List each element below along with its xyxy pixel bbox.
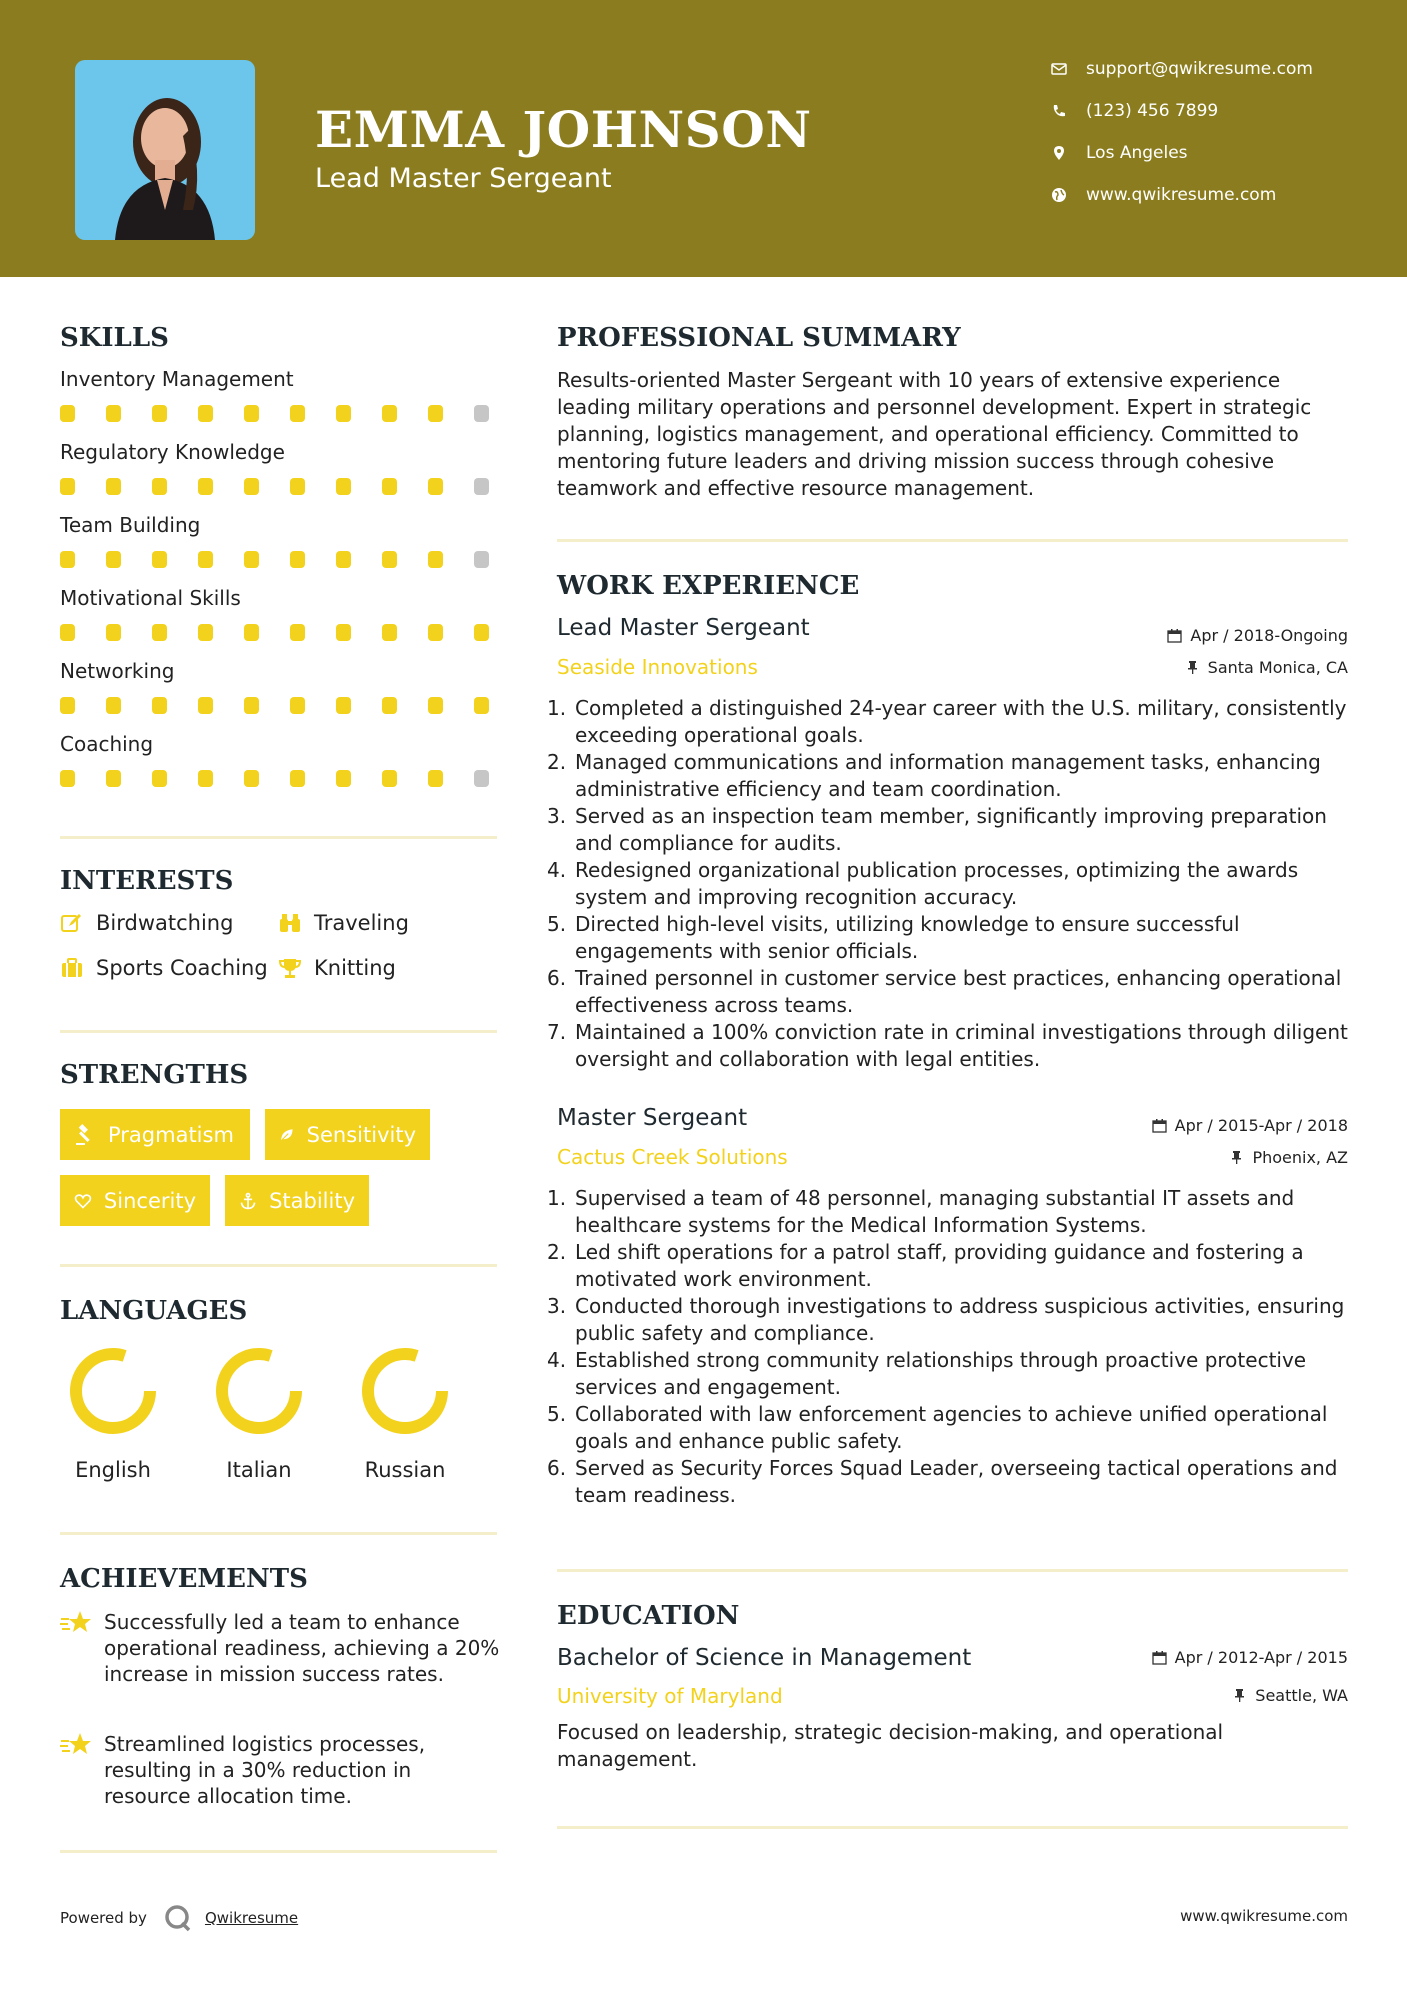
language-label: Russian (364, 1458, 446, 1482)
language-level-arc (76, 1354, 150, 1428)
job-bullet: 6. Trained personnel in customer service best practices, enhancing operational effectiveness across teams. (547, 966, 1342, 1017)
rating-dot (382, 624, 397, 641)
pin-icon (1185, 660, 1200, 675)
rating-dot (336, 770, 351, 787)
rating-dot (198, 697, 213, 714)
rating-dot (106, 697, 121, 714)
rating-dot (244, 697, 259, 714)
rating-dot (244, 478, 259, 495)
rating-dot (244, 770, 259, 787)
job-bullet: 2. Led shift operations for a patrol staff, providing guidance and fostering a motivated work environment. (547, 1240, 1304, 1291)
summary-text: Results-oriented Master Sergeant with 10 years of extensive experience leading military operations and personnel development. Expert in strategic planning, logistics management, and operational efficiency. Committed to mentoring future leaders and driving mission success through cohesive teamwork and effective resource management. (557, 368, 1312, 500)
job-bullet: 4. Redesigned organizational publication processes, optimizing the awards system and improving recognition accuracy. (547, 858, 1299, 909)
rating-dot (428, 770, 443, 787)
job-title: Lead Master Sergeant (557, 615, 810, 641)
calendar-icon (1152, 1118, 1167, 1133)
contact-website-text: www.qwikresume.com (1086, 185, 1277, 205)
rating-dot (198, 770, 213, 787)
languages-title: LANGUAGES (60, 1296, 248, 1326)
strength-tag: Sincerity (60, 1175, 210, 1226)
footer-website[interactable]: www.qwikresume.com (1180, 1907, 1348, 1925)
contact-email-text: support@qwikresume.com (1086, 59, 1313, 79)
header-banner (0, 0, 1407, 277)
skill-label: Motivational Skills (60, 586, 241, 610)
rating-dot (336, 624, 351, 641)
rating-dot (290, 551, 305, 568)
rating-dot (106, 405, 121, 422)
strength-tag: Stability (225, 1175, 369, 1226)
degree-title: Bachelor of Science in Management (557, 1645, 972, 1671)
job-bullet: 1. Supervised a team of 48 personnel, managing substantial IT assets and healthcare systems for the Medical Information Systems. (547, 1186, 1295, 1237)
strengths-title: STRENGTHS (60, 1060, 249, 1090)
rating-dot (474, 551, 489, 568)
achievement-item: Successfully led a team to enhance operational readiness, achieving a 20% increase in mission success rates. (60, 1609, 500, 1687)
rating-dot (60, 770, 75, 787)
rating-dot (106, 624, 121, 641)
rating-dot (290, 405, 305, 422)
skills-title: SKILLS (60, 323, 169, 353)
job-dates: Apr / 2018-Ongoing (1167, 626, 1348, 645)
divider (60, 1030, 497, 1033)
language-label: Italian (226, 1458, 292, 1482)
trophy-icon (278, 956, 302, 980)
rating-dot (244, 624, 259, 641)
rating-dot (336, 405, 351, 422)
rating-dot (336, 478, 351, 495)
job-dates: Apr / 2015-Apr / 2018 (1152, 1116, 1348, 1135)
rating-dot (474, 478, 489, 495)
education-location: Seattle, WA (1232, 1686, 1348, 1705)
map-marker-icon (1050, 144, 1068, 162)
rating-dot (152, 624, 167, 641)
education-dates: Apr / 2012-Apr / 2015 (1152, 1648, 1348, 1667)
language-ring (68, 1346, 158, 1436)
profile-photo (75, 60, 255, 240)
rating-dot (290, 478, 305, 495)
gavel-icon (74, 1124, 96, 1146)
skill-label: Team Building (60, 513, 201, 537)
envelope-icon (1050, 60, 1068, 78)
skill-rating (60, 478, 489, 495)
candidate-role: Lead Master Sergeant (315, 163, 612, 194)
rating-dot (290, 770, 305, 787)
job-bullet: 3. Conducted thorough investigations to address suspicious activities, ensuring public safety and compliance. (547, 1294, 1345, 1345)
rating-dot (244, 405, 259, 422)
rating-dot (60, 478, 75, 495)
summary-title: PROFESSIONAL SUMMARY (557, 323, 961, 353)
rating-dot (290, 624, 305, 641)
divider (60, 1532, 497, 1535)
rating-dot (106, 551, 121, 568)
interest-item: Knitting (278, 956, 396, 980)
contact-location-text: Los Angeles (1086, 143, 1188, 163)
rating-dot (428, 624, 443, 641)
education-description: Focused on leadership, strategic decision-making, and operational management. (557, 1720, 1224, 1771)
rating-dot (60, 405, 75, 422)
rating-dot (428, 551, 443, 568)
contact-email[interactable] (1050, 59, 1313, 79)
contact-phone-text: (123) 456 7899 (1086, 101, 1219, 121)
rating-dot (474, 697, 489, 714)
language-ring (360, 1346, 450, 1436)
rating-dot (198, 405, 213, 422)
rating-dot (152, 770, 167, 787)
skill-label: Networking (60, 659, 175, 683)
interest-item: Traveling (278, 911, 409, 935)
rating-dot (428, 478, 443, 495)
rating-dot (60, 697, 75, 714)
rating-dot (336, 697, 351, 714)
calendar-icon (1152, 1650, 1167, 1665)
rating-dot (152, 478, 167, 495)
footer-powered-by: Powered by Qwikresume (60, 1903, 298, 1933)
job-bullet: 3. Served as an inspection team member, significantly improving preparation and compliance for audits. (547, 804, 1327, 855)
job-title: Master Sergeant (557, 1105, 748, 1131)
leaf-icon (279, 1124, 295, 1146)
divider (557, 1569, 1348, 1572)
binoculars-icon (278, 911, 302, 935)
anchor-icon (239, 1190, 257, 1212)
rating-dot (474, 405, 489, 422)
qwikresume-logo-icon (163, 1903, 193, 1933)
strength-tag: Sensitivity (265, 1109, 430, 1160)
school-name: University of Maryland (557, 1684, 783, 1708)
edit-icon (60, 911, 84, 935)
company-name: Seaside Innovations (557, 655, 758, 679)
language-level-arc (222, 1354, 296, 1428)
rating-dot (152, 697, 167, 714)
rating-dot (106, 770, 121, 787)
phone-icon (1050, 102, 1068, 120)
achievement-item: Streamlined logistics processes, resulting in a 30% reduction in resource allocation time. (60, 1731, 500, 1809)
rating-dot (474, 624, 489, 641)
globe-icon (1050, 186, 1068, 204)
rating-dot (60, 624, 75, 641)
briefcase-icon (60, 956, 84, 980)
rating-dot (198, 551, 213, 568)
job-bullet: 2. Managed communications and information management tasks, enhancing administrative efficiency and team coordination. (547, 750, 1321, 801)
contact-location (1050, 143, 1188, 163)
rating-dot (244, 551, 259, 568)
contact-website[interactable] (1050, 185, 1276, 205)
divider (60, 1850, 497, 1853)
job-bullets (547, 695, 1357, 1073)
rating-dot (290, 697, 305, 714)
star-icon (60, 1609, 92, 1637)
job-bullets (547, 1185, 1357, 1509)
rating-dot (382, 770, 397, 787)
rating-dot (152, 551, 167, 568)
language-label: English (75, 1458, 151, 1482)
rating-dot (198, 478, 213, 495)
candidate-name: EMMA JOHNSON (315, 100, 812, 159)
interest-item: Sports Coaching (60, 956, 268, 980)
rating-dot (382, 697, 397, 714)
rating-dot (382, 478, 397, 495)
strength-tag: Pragmatism (60, 1109, 250, 1160)
divider (557, 1826, 1348, 1829)
language-level-arc (368, 1354, 442, 1428)
company-name: Cactus Creek Solutions (557, 1145, 788, 1169)
rating-dot (106, 478, 121, 495)
job-bullet: 7. Maintained a 100% conviction rate in criminal investigations through diligent oversight and collaboration with legal entities. (547, 1020, 1348, 1071)
job-location: Phoenix, AZ (1229, 1148, 1348, 1167)
divider (60, 1264, 497, 1267)
job-bullet: 5. Collaborated with law enforcement agencies to achieve unified operational goals and enhance public safety. (547, 1402, 1328, 1453)
pin-icon (1229, 1150, 1244, 1165)
skill-rating (60, 770, 489, 787)
achievements-title: ACHIEVEMENTS (60, 1564, 308, 1594)
calendar-icon (1167, 628, 1182, 643)
rating-dot (336, 551, 351, 568)
rating-dot (428, 697, 443, 714)
job-bullet: 1. Completed a distinguished 24-year career with the U.S. military, consistently exceeding operational goals. (547, 696, 1347, 747)
qwikresume-link[interactable]: Qwikresume (204, 1909, 299, 1927)
rating-dot (474, 770, 489, 787)
heart-icon (74, 1190, 92, 1212)
interests-title: INTERESTS (60, 866, 234, 896)
skill-rating (60, 405, 489, 422)
rating-dot (382, 405, 397, 422)
skill-rating (60, 697, 489, 714)
skill-rating (60, 551, 489, 568)
rating-dot (152, 405, 167, 422)
rating-dot (198, 624, 213, 641)
job-bullet: 4. Established strong community relationships through proactive protective services and engagement. (547, 1348, 1307, 1399)
education-title: EDUCATION (557, 1601, 740, 1631)
rating-dot (382, 551, 397, 568)
pin-icon (1232, 1688, 1247, 1703)
language-ring (214, 1346, 304, 1436)
divider (557, 539, 1348, 542)
job-bullet: 6. Served as Security Forces Squad Leader, overseeing tactical operations and team readiness. (547, 1456, 1338, 1507)
divider (60, 836, 497, 839)
star-icon (60, 1731, 92, 1759)
skill-label: Coaching (60, 732, 154, 756)
skill-label: Inventory Management (60, 367, 294, 391)
contact-phone[interactable] (1050, 101, 1218, 121)
job-location: Santa Monica, CA (1185, 658, 1348, 677)
job-bullet: 5. Directed high-level visits, utilizing knowledge to ensure successful engagements with senior officials. (547, 912, 1240, 963)
experience-title: WORK EXPERIENCE (557, 571, 860, 601)
skill-label: Regulatory Knowledge (60, 440, 285, 464)
skill-rating (60, 624, 489, 641)
rating-dot (60, 551, 75, 568)
interest-item: Birdwatching (60, 911, 233, 935)
rating-dot (428, 405, 443, 422)
